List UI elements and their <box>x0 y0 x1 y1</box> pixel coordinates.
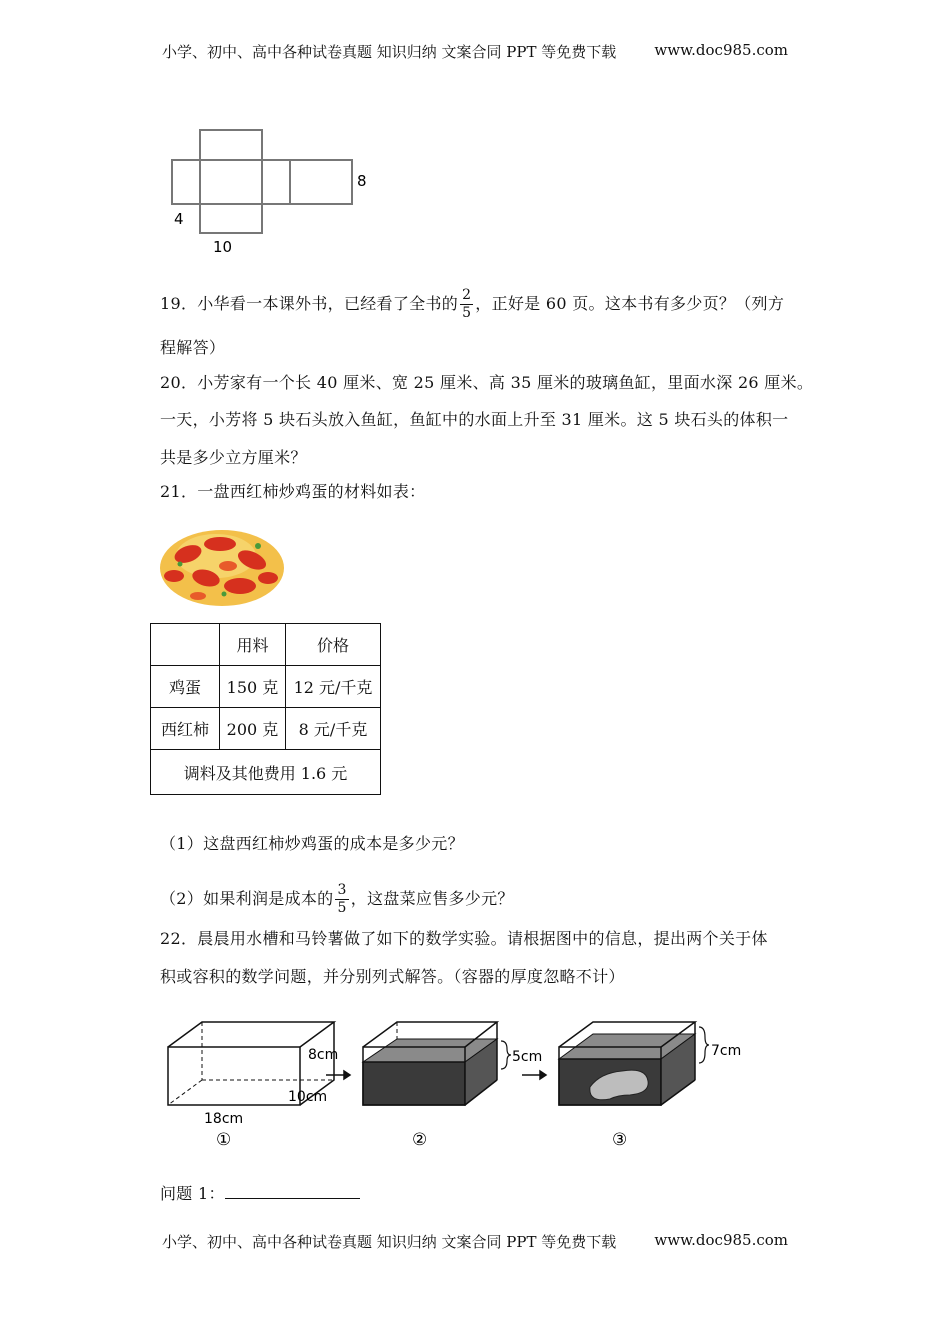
table-header-cell: 用料 <box>220 624 286 666</box>
question-20-line3: 共是多少立方厘米？ <box>160 448 307 467</box>
label-water-5cm: 5cm <box>512 1049 543 1065</box>
table-row <box>151 666 381 708</box>
net-label-length: 10 <box>213 238 233 256</box>
net-left-face <box>172 160 200 204</box>
net-label-height: 8 <box>357 172 367 190</box>
table-cell: 8 元/千克 <box>286 708 381 750</box>
question-22-line1: 22．晨晨用水槽和马铃薯做了如下的数学实验。请根据图中的信息，提出两个关于体 <box>160 929 768 948</box>
tank-with-water-box <box>363 1022 511 1105</box>
header-url: www.doc985.com <box>654 41 788 59</box>
table-cell: 12 元/千克 <box>286 666 381 708</box>
table-cell: 200 克 <box>220 708 286 750</box>
ingredients-table <box>150 623 381 795</box>
table-cell: 鸡蛋 <box>151 666 220 708</box>
label-length-18cm: 18cm <box>204 1111 244 1127</box>
answer-blank[interactable] <box>225 1184 360 1199</box>
table-footer-row <box>151 750 381 795</box>
table-header-row <box>151 624 381 666</box>
tank-experiment-figure <box>160 1015 780 1155</box>
tomato-egg-dish-image <box>158 516 286 610</box>
net-front-face <box>200 160 262 204</box>
cube-net-figure <box>160 120 380 260</box>
table-header-cell <box>151 624 220 666</box>
table-header-cell: 价格 <box>286 624 381 666</box>
figure-label-3: ③ <box>612 1130 628 1150</box>
arrow-icon <box>522 1071 546 1079</box>
page-header <box>162 41 788 62</box>
question-21-intro: 21．一盘西红柿炒鸡蛋的材料如表： <box>160 482 426 501</box>
label-height-8cm: 8cm <box>308 1047 339 1063</box>
figure-label-2: ② <box>412 1130 428 1150</box>
footer-left-text: 小学、初中、高中各种试卷真题 知识归纳 文案合同 PPT 等免费下载 <box>162 1233 617 1251</box>
question-20-line2: 一天，小芳将 5 块石头放入鱼缸，鱼缸中的水面上升至 31 厘米。这 5 块石头的体积一 <box>160 410 789 429</box>
question-21-sub2: （2）如果利润是成本的 $\frac{3}{5}$ ，这盘菜应售多少元？ <box>160 882 514 916</box>
page-footer <box>162 1231 788 1252</box>
net-label-width: 4 <box>174 210 184 228</box>
label-water-7cm: 7cm <box>711 1043 742 1059</box>
tank-with-potato-box <box>559 1022 709 1105</box>
table-footer-cell: 调料及其他费用 1.6 元 <box>151 750 381 795</box>
question-19-line1: 19．小华看一本课外书，已经看了全书的 $\frac{2}{5}$ ，正好是 60 页。这本书有多少页？（列方 <box>160 287 785 321</box>
fraction-3-5: $\frac{3}{5}$ <box>337 882 347 916</box>
question-22-line2: 积或容积的数学问题，并分别列式解答。（容器的厚度忽略不计） <box>160 967 625 986</box>
question-19-line2: 程解答） <box>160 338 226 357</box>
table-cell: 西红柿 <box>151 708 220 750</box>
question-20-line1: 20．小芳家有一个长 40 厘米、宽 25 厘米、高 35 厘米的玻璃鱼缸，里面水深 26 厘米。 <box>160 373 814 392</box>
label-width-10cm: 10cm <box>288 1089 328 1105</box>
arrow-icon <box>326 1071 350 1079</box>
net-top-face <box>200 130 262 160</box>
fraction-2-5: $\frac{2}{5}$ <box>462 287 472 321</box>
figure-label-1: ① <box>216 1130 232 1150</box>
question-22-problem1: 问题 1： <box>160 1184 360 1204</box>
table-cell: 150 克 <box>220 666 286 708</box>
net-bottom-face <box>200 204 262 233</box>
header-left-text: 小学、初中、高中各种试卷真题 知识归纳 文案合同 PPT 等免费下载 <box>162 43 617 61</box>
footer-url: www.doc985.com <box>654 1231 788 1249</box>
question-21-sub1: （1）这盘西红柿炒鸡蛋的成本是多少元？ <box>160 834 464 853</box>
net-back-face <box>290 160 352 204</box>
table-row <box>151 708 381 750</box>
net-right-face <box>262 160 290 204</box>
